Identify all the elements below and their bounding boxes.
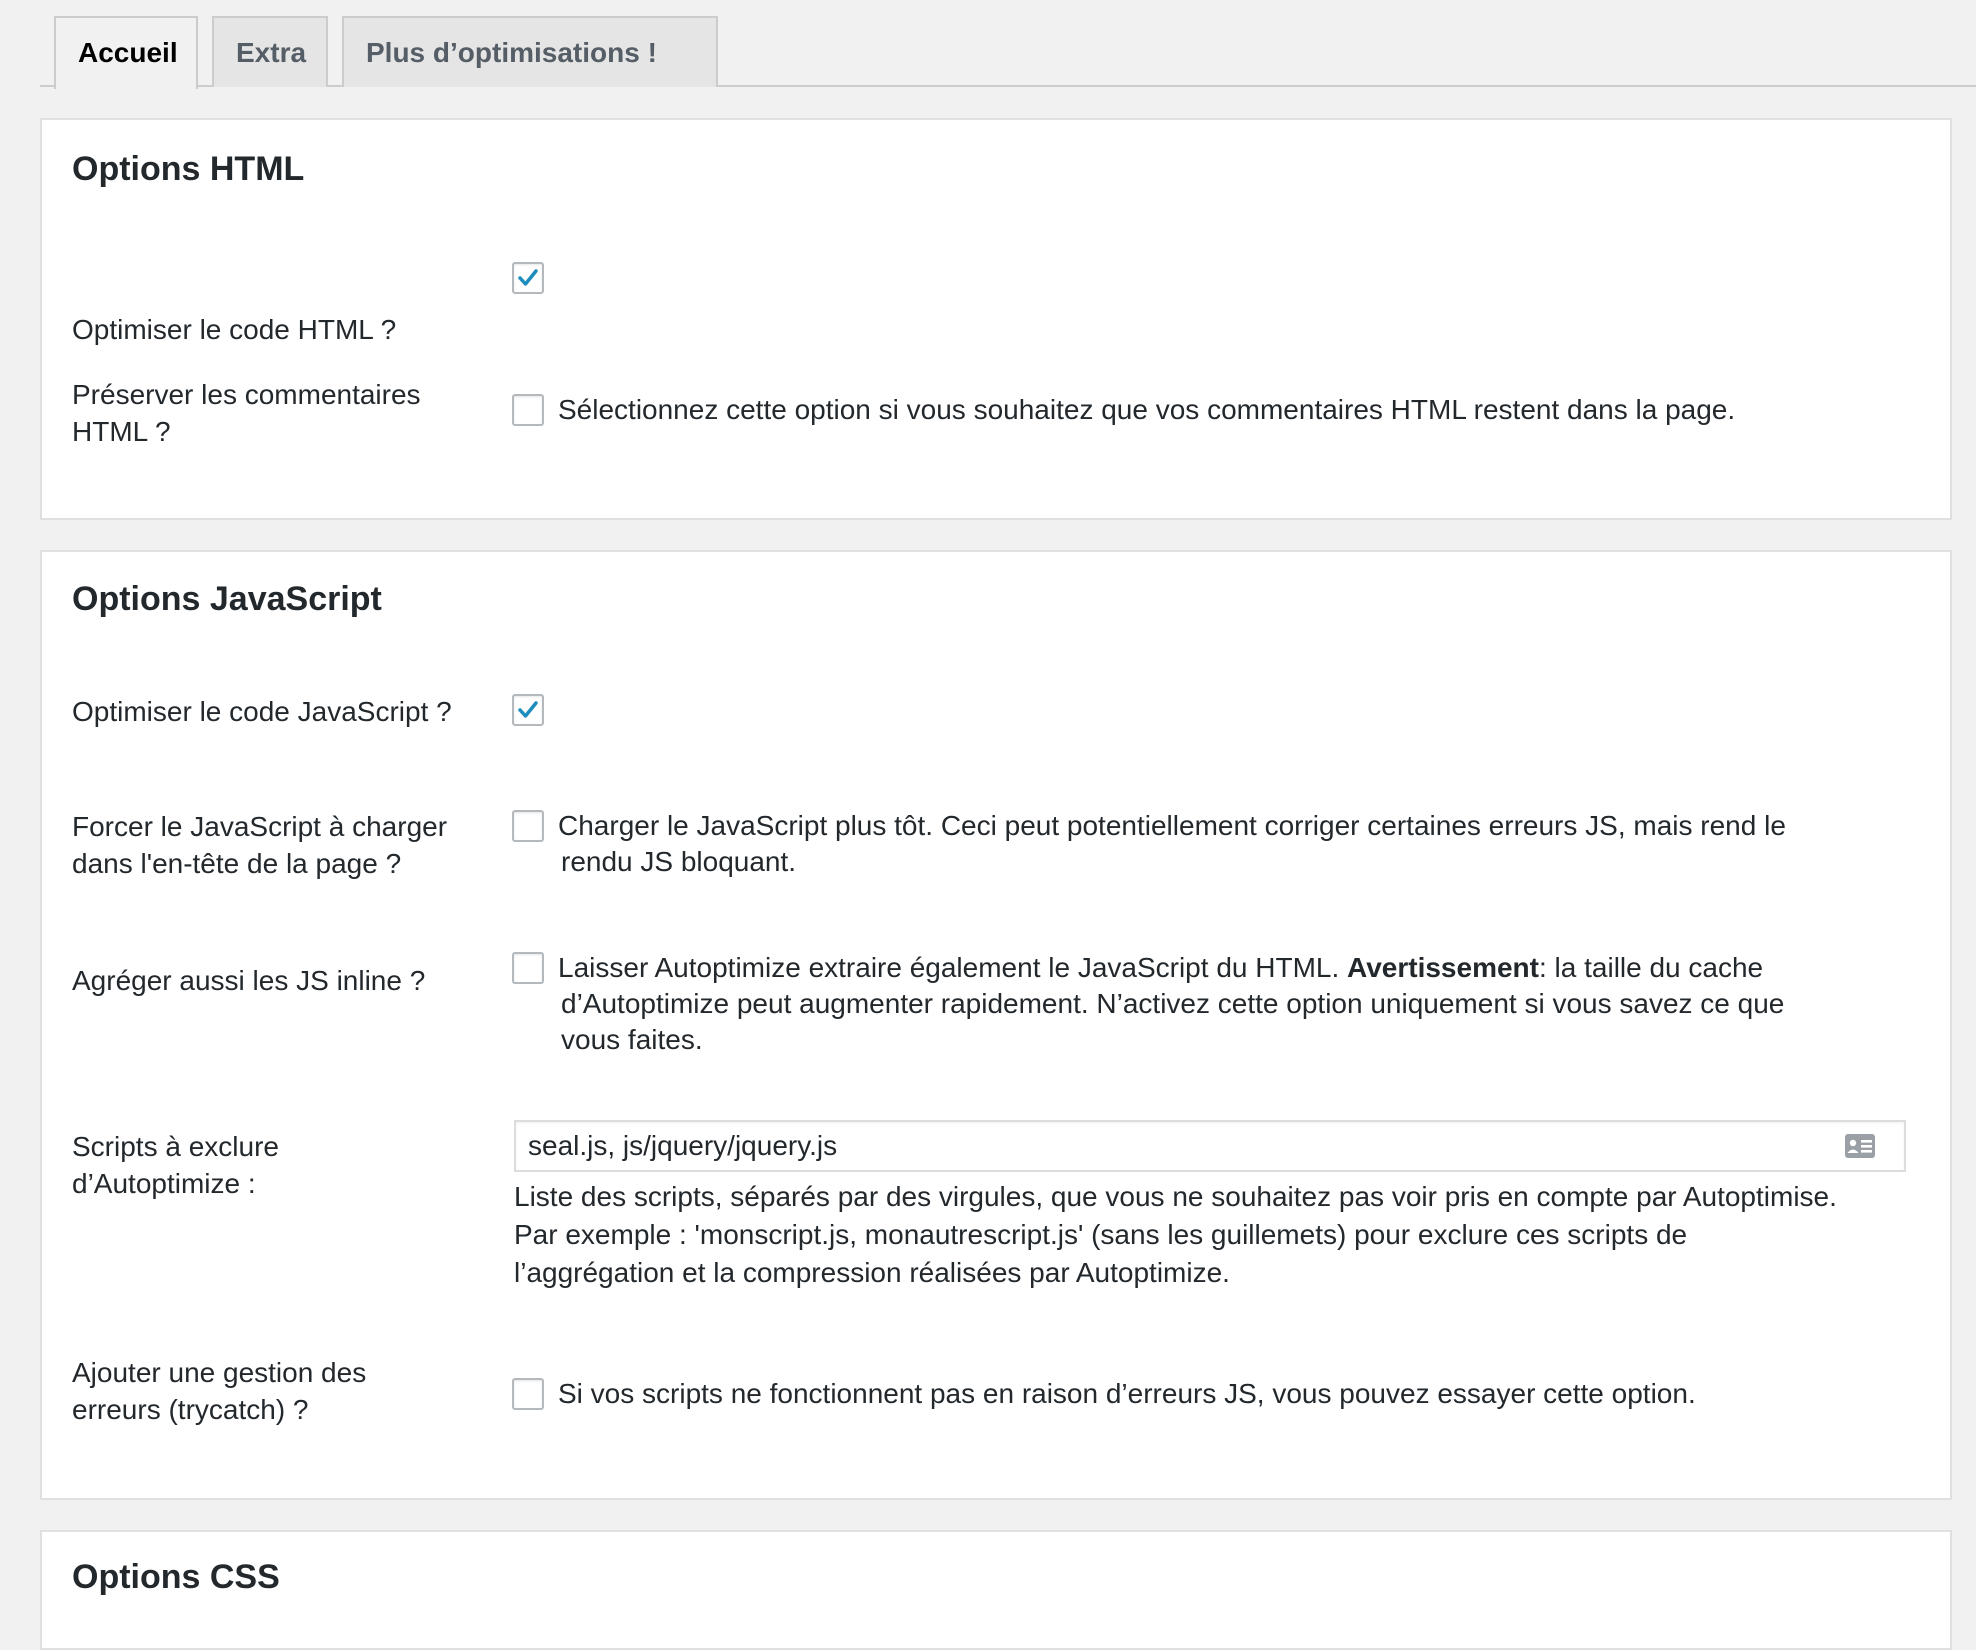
trycatch-checkbox[interactable] xyxy=(512,1378,544,1410)
optimize-html-checkbox[interactable] xyxy=(512,262,544,294)
force-head-label-line1: Forcer le JavaScript à charger xyxy=(72,811,448,842)
trycatch-label-line1: Ajouter une gestion des xyxy=(72,1357,367,1388)
inline-js-warning-label: Avertissement xyxy=(1347,952,1539,983)
exclude-scripts-label xyxy=(72,1128,492,1202)
keep-comments-description: Sélectionnez cette option si vous souhaitez que vos commentaires HTML restent dans la page. xyxy=(558,394,1736,425)
inline-js-label: Agréger aussi les JS inline ? xyxy=(72,965,426,996)
panel-title-js: Options JavaScript xyxy=(72,580,382,618)
force-head-checkbox[interactable] xyxy=(512,810,544,842)
exclude-scripts-help-line3: l’aggrégation et la compression réalisées par Autoptimize. xyxy=(514,1257,1230,1288)
exclude-scripts-label-line1: Scripts à exclure xyxy=(72,1131,279,1162)
force-head-label-line2: dans l'en-tête de la page ? xyxy=(72,848,402,879)
inline-js-description-line3: vous faites. xyxy=(561,1024,703,1055)
force-head-description xyxy=(558,808,1918,880)
keep-comments-label-line2: HTML ? xyxy=(72,416,171,447)
keep-comments-checkbox[interactable] xyxy=(512,394,544,426)
exclude-scripts-label-line2: d’Autoptimize : xyxy=(72,1168,256,1199)
checkmark-icon xyxy=(515,697,541,723)
exclude-scripts-help-line1: Liste des scripts, séparés par des virgules, que vous ne souhaitez pas voir pris en compte par Autoptimise. xyxy=(514,1181,1837,1212)
exclude-scripts-input[interactable] xyxy=(514,1120,1906,1172)
settings-tabs xyxy=(40,16,1976,87)
optimize-js-checkbox[interactable] xyxy=(512,694,544,726)
html-options-panel xyxy=(40,118,1952,520)
inline-js-checkbox[interactable] xyxy=(512,952,544,984)
inline-js-description-start: Laisser Autoptimize extraire également le JavaScript du HTML. xyxy=(558,952,1340,983)
trycatch-label-line2: erreurs (trycatch) ? xyxy=(72,1394,309,1425)
force-head-description-line1: Charger le JavaScript plus tôt. Ceci peut potentiellement corriger certaines erreurs JS, mais rend le xyxy=(558,810,1786,841)
inline-js-description-line2: d’Autoptimize peut augmenter rapidement. N’activez cette option uniquement si vous savez ce que xyxy=(561,988,1785,1019)
force-head-label xyxy=(72,808,492,882)
exclude-scripts-help xyxy=(514,1178,1934,1292)
css-options-panel xyxy=(40,1530,1952,1650)
exclude-scripts-help-line2: Par exemple : 'monscript.js, monautrescript.js' (sans les guillemets) pour exclure ces scripts de xyxy=(514,1219,1688,1250)
trycatch-description: Si vos scripts ne fonctionnent pas en raison d’erreurs JS, vous pouvez essayer cette option. xyxy=(558,1378,1696,1409)
keep-comments-label xyxy=(72,376,492,450)
inline-js-description xyxy=(558,950,1918,1058)
tab-plus-optimisations[interactable]: Plus d’optimisations ! xyxy=(342,16,718,87)
checkmark-icon xyxy=(515,265,541,291)
tab-accueil[interactable]: Accueil xyxy=(54,16,198,89)
optimize-html-label: Optimiser le code HTML ? xyxy=(72,314,397,345)
inline-js-description-end: : la taille du cache xyxy=(1538,952,1764,983)
tab-extra[interactable]: Extra xyxy=(212,16,328,87)
trycatch-label xyxy=(72,1354,492,1428)
keep-comments-label-line1: Préserver les commentaires xyxy=(72,379,421,410)
js-options-panel xyxy=(40,550,1952,1500)
panel-title-css: Options CSS xyxy=(72,1558,280,1596)
force-head-description-line2: rendu JS bloquant. xyxy=(561,846,797,877)
contact-card-icon[interactable] xyxy=(1844,1132,1876,1160)
panel-title-html: Options HTML xyxy=(72,150,305,188)
optimize-js-label: Optimiser le code JavaScript ? xyxy=(72,696,452,727)
